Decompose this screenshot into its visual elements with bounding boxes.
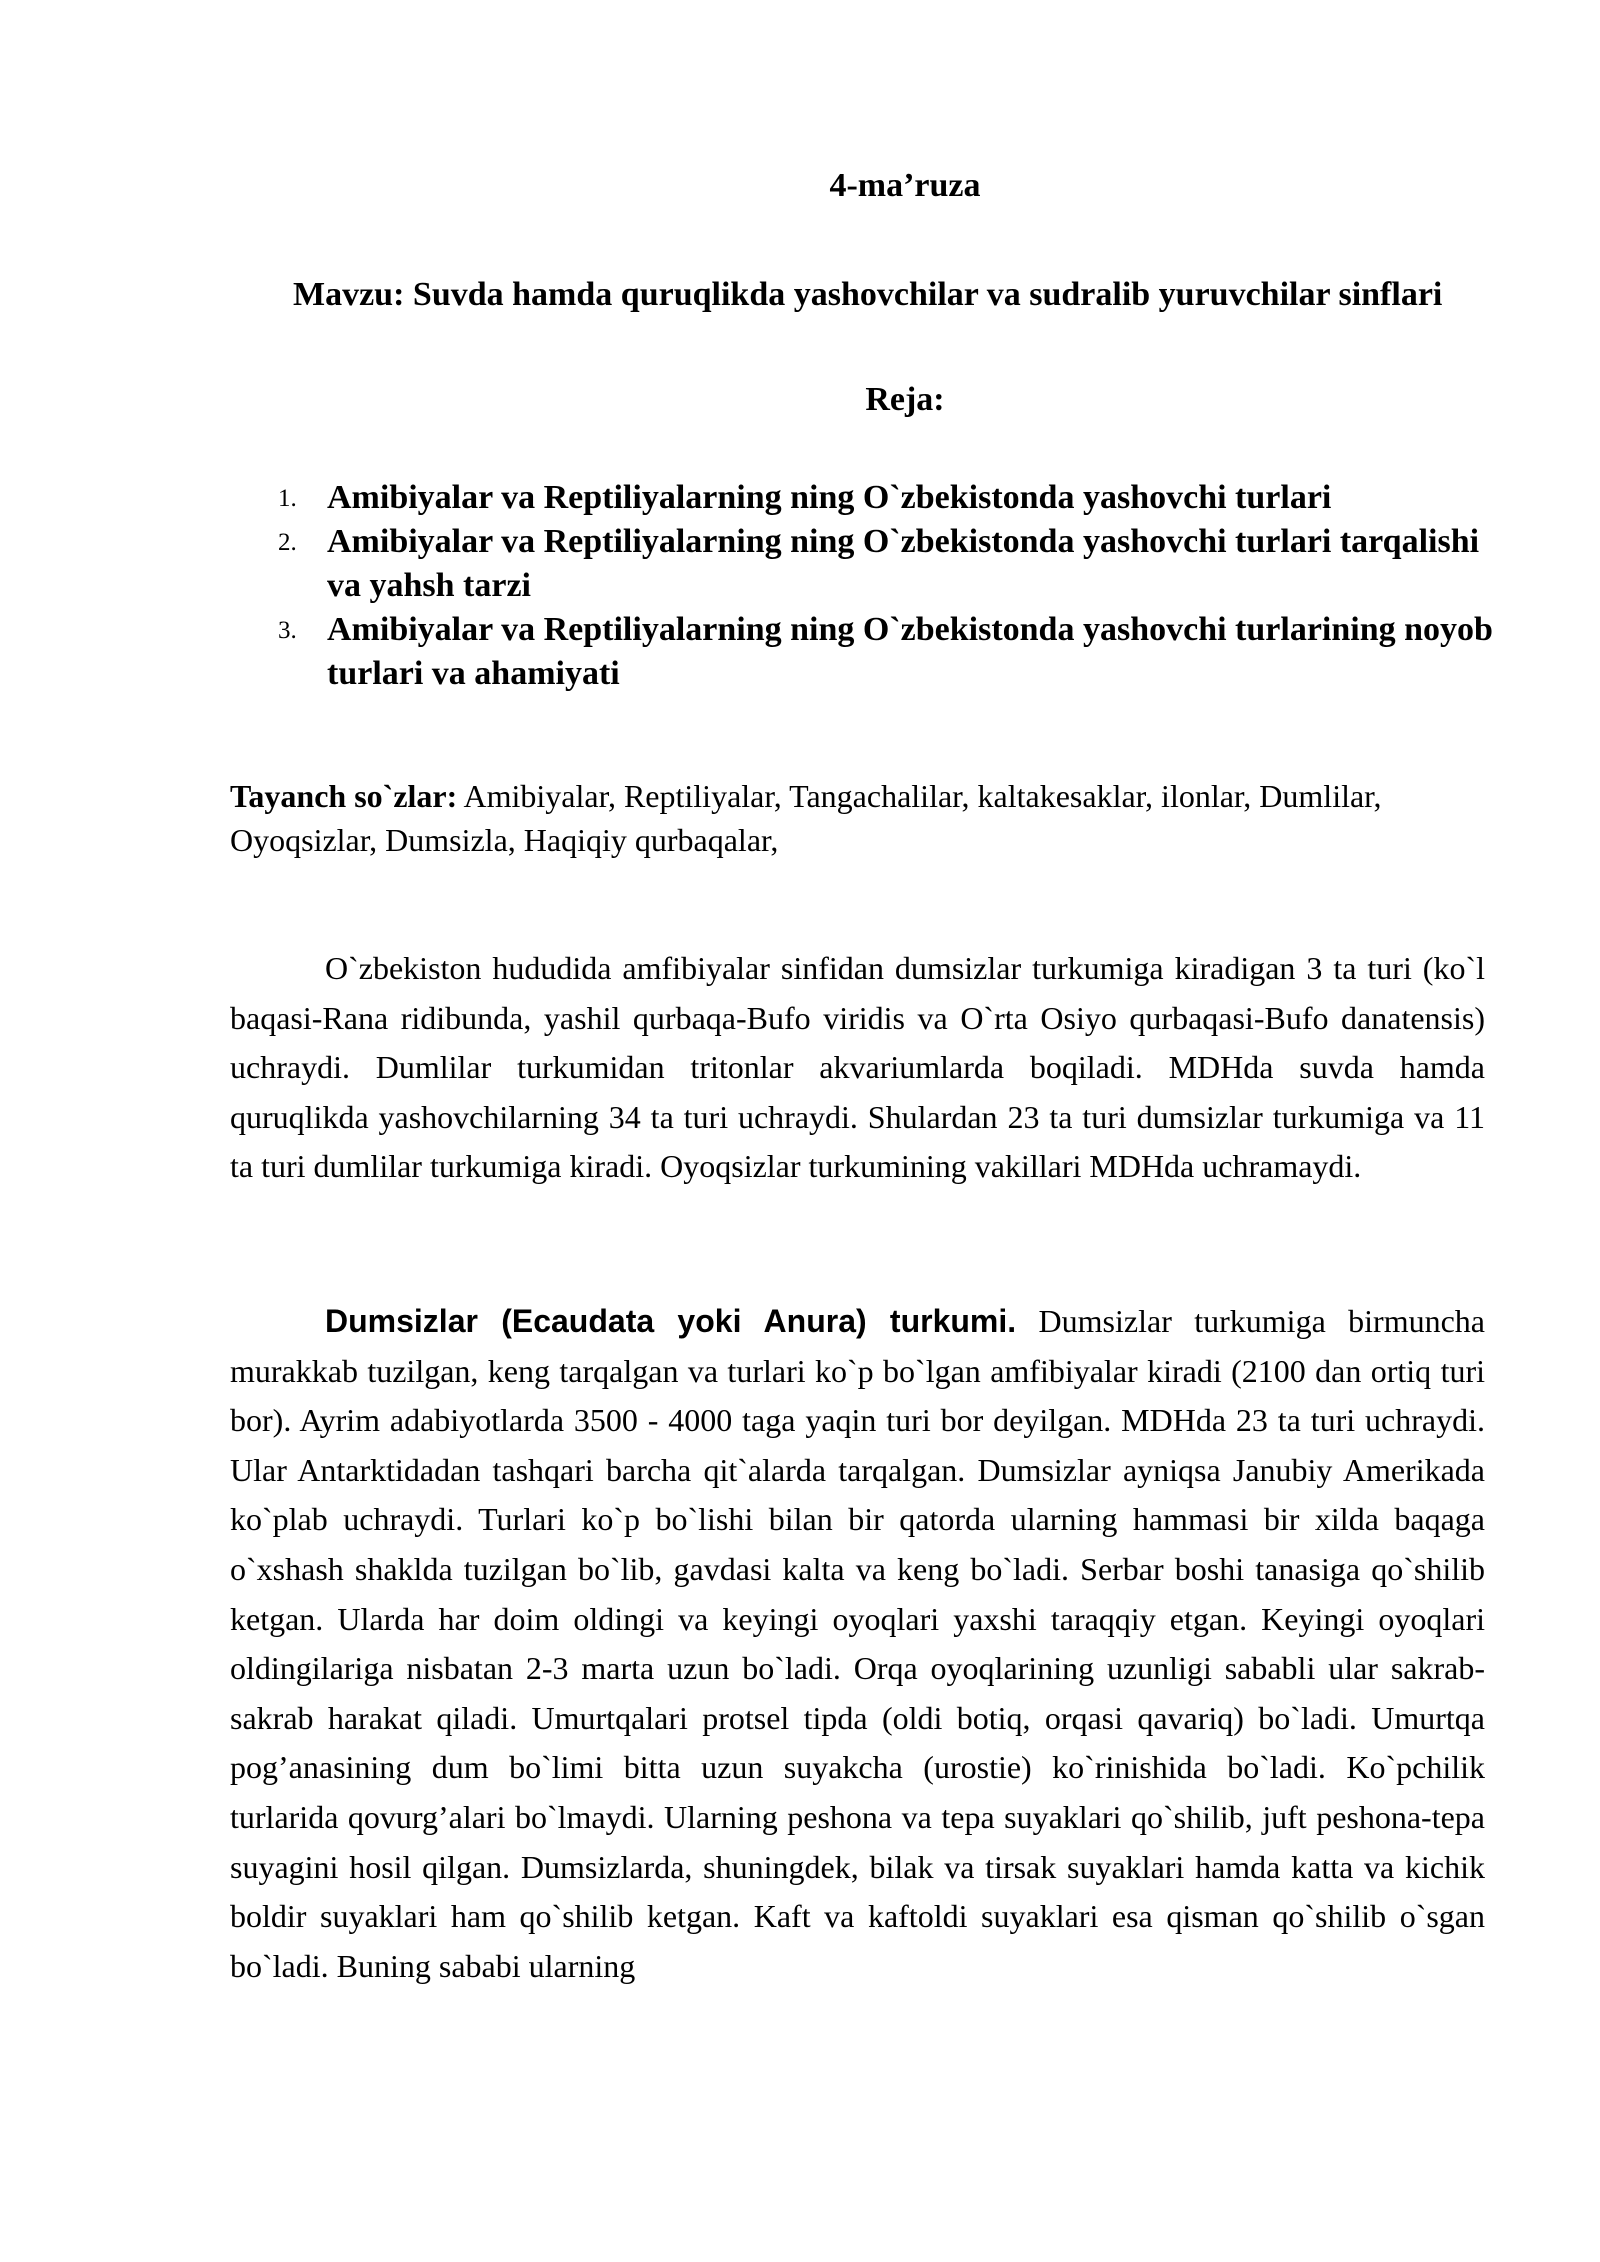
plan-heading: Reja: bbox=[865, 381, 945, 418]
plan-item bbox=[270, 476, 1500, 520]
plan-item-number: 1. bbox=[278, 485, 297, 512]
paragraph-2-heading: Dumsizlar (Ecaudata yoki Anura) turkumi. bbox=[325, 1303, 1017, 1339]
topic-text: Suvda hamda quruqlikda yashovchilar va sudralib yuruvchilar sinflari bbox=[412, 276, 1443, 313]
keywords-label: Tayanch so`zlar: bbox=[230, 778, 458, 814]
plan-item-text: Amibiyalar va Reptiliyalarning ning O`zbekistonda yashovchi turlari tarqalishi va yahsh tarzi bbox=[327, 523, 1480, 604]
plan-item-text: Amibiyalar va Reptiliyalarning ning O`zbekistonda yashovchi turlari bbox=[327, 479, 1332, 516]
topic-line bbox=[230, 270, 1485, 320]
plan-item bbox=[270, 608, 1500, 696]
plan-item bbox=[270, 520, 1500, 608]
paragraph-2 bbox=[230, 1297, 1485, 1991]
topic-label: Mavzu: bbox=[293, 276, 405, 313]
plan-item-number: 3. bbox=[278, 617, 297, 644]
plan-item-text: Amibiyalar va Reptiliyalarning ning O`zbekistonda yashovchi turlarining noyob turlari va ahamiyati bbox=[327, 611, 1493, 692]
plan-list bbox=[270, 476, 1500, 696]
paragraph-1: O`zbekiston hududida amfibiyalar sinfidan dumsizlar turkumiga kiradigan 3 ta turi (ko`l baqasi-Rana ridibunda, yashil qurbaqa-Bufo viridis va O`rta Osiyo qurbaqasi-Bufo danatensis) uchraydi. Dumlilar turkumidan tritonlar akvariumlarda boqiladi. MDHda suvda hamda quruqlikda yashovchilarning 34 ta turi uchraydi. Shulardan 23 ta turi dumsizlar turkumiga va 11 ta turi dumlilar turkumiga kiradi. Oyoqsizlar turkumining vakillari MDHda uchramaydi. bbox=[230, 950, 1485, 1185]
keywords-text: Amibiyalar, Reptiliyalar, Tangachalilar, kaltakesaklar, ilonlar, Dumlilar, Oyoqsizlar, Dumsizla, Haqiqiy qurbaqalar, bbox=[230, 778, 1382, 858]
lecture-title: 4-ma’ruza bbox=[829, 167, 981, 204]
keywords-line bbox=[230, 774, 1485, 862]
plan-item-number: 2. bbox=[278, 529, 297, 556]
paragraph-2-text: Dumsizlar turkumiga birmuncha murakkab tuzilgan, keng tarqalgan va turlari ko`p bo`lgan amfibiyalar kiradi (2100 dan ortiq turi bor). Ayrim adabiyotlarda 3500 - 4000 taga yaqin turi bor deyilgan. MDHda 23 ta turi uchraydi. Ular Antarktidadan tashqari barcha qit`alarda tarqalgan. Dumsizlar ayniqsa Janubiy Amerikada ko`plab uchraydi. Turlari ko`p bo`lishi bilan bir qatorda ularning hammasi bir xilda baqaga o`xshash shaklda tuzilgan bo`lib, gavdasi kalta va keng bo`ladi. Serbar boshi tanasiga qo`shilib ketgan. Ularda har doim oldingi va keyingi oyoqlari yaxshi taraqqiy etgan. Keyingi oyoqlari oldingilariga nisbatan 2-3 marta uzun bo`ladi. Orqa oyoqlarining uzunligi sababli ular sakrab-sakrab harakat qiladi. Umurtqalari protsel tipda (oldi botiq, orqasi qavariq) bo`ladi. Umurtqa pog’anasining dum bo`limi bitta uzun suyakcha (urostie) ko`rinishida bo`ladi. Ko`pchilik turlarida qovurg’alari bo`lmaydi. Ularning peshona va tepa suyaklari qo`shilib, juft peshona-tepa suyagini hosil qilgan. Dumsizlarda, shuningdek, bilak va tirsak suyaklari hamda katta va kichik boldir suyaklari ham qo`shilib ketgan. Kaft va kaftoldi suyaklari esa qisman qo`shilib o`sgan bo`ladi. Buning sababi ularning bbox=[230, 1303, 1486, 1984]
